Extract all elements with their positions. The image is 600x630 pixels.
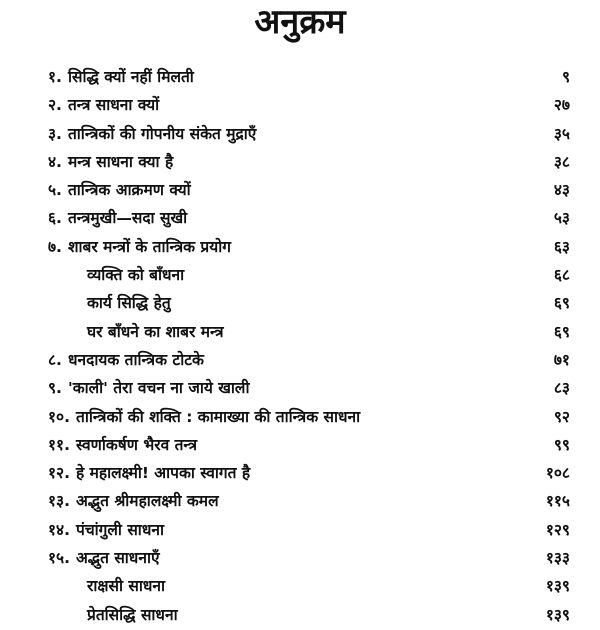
toc-entry-label: प्रेतसिद्धि साधना — [87, 605, 178, 624]
toc-entry-text — [48, 319, 224, 346]
toc-entry — [48, 460, 570, 488]
toc-page-number: १०८ — [545, 464, 570, 483]
toc-page-number: ६९ — [553, 322, 570, 341]
toc-entry-text — [48, 545, 160, 572]
toc-entry-number: १४. — [48, 520, 71, 539]
toc-entry-text — [48, 177, 191, 204]
toc-entry-label: तन्त्र साधना क्यों — [67, 96, 160, 115]
toc-entry — [48, 92, 570, 120]
toc-page-number: १३९ — [545, 577, 570, 596]
toc-entry-number: ६. — [48, 209, 62, 228]
toc-entry-text — [48, 92, 159, 119]
toc-page-number: ७१ — [553, 350, 570, 369]
toc-entry-label: 'काली' तेरा वचन ना जाये खाली — [67, 379, 250, 398]
toc-subentry — [48, 573, 570, 601]
toc-entry-label: मन्त्र साधना क्या है — [67, 152, 174, 171]
toc-entry-text — [48, 121, 256, 148]
toc-entry-text — [48, 517, 164, 544]
toc-entry-text — [48, 488, 219, 515]
toc-entry-text — [48, 404, 360, 431]
toc-entry-number: ५. — [48, 181, 62, 200]
toc-entry-text — [48, 602, 178, 629]
toc-entry — [48, 432, 570, 460]
toc-entry — [48, 234, 570, 262]
toc-page-number: ८३ — [553, 379, 570, 398]
toc-page-number: ९९ — [553, 435, 570, 454]
toc-entry-text — [48, 432, 197, 459]
toc-entry-text — [48, 460, 250, 487]
toc-entry — [48, 488, 570, 516]
toc-entry-text — [48, 573, 165, 600]
toc-page-number: २७ — [553, 96, 570, 115]
toc-entry-number: १०. — [48, 407, 71, 426]
toc-entry — [48, 177, 570, 205]
toc-entry — [48, 375, 570, 403]
toc-entry-text — [48, 262, 184, 289]
toc-entry-number: ३. — [48, 124, 62, 143]
toc-entry — [48, 404, 570, 432]
toc-page-number: ११५ — [545, 492, 570, 511]
toc-entry-label: शाबर मन्त्रों के तान्त्रिक प्रयोग — [67, 237, 231, 256]
toc-entry-number: १३. — [48, 492, 71, 511]
toc-entry-text — [48, 64, 194, 91]
toc-entry-number: ८. — [48, 350, 62, 369]
toc-entry-label: अद्भुत साधनाएँ — [76, 549, 160, 568]
toc-entry-text — [48, 234, 231, 261]
toc-page-number: ४३ — [553, 181, 570, 200]
toc-entry-label: तन्त्रमुखी—सदा सुखी — [67, 209, 188, 228]
toc-subentry — [48, 262, 570, 290]
toc-page-number: ६८ — [553, 266, 570, 285]
toc-entry — [48, 205, 570, 233]
toc-entry-number: ११. — [48, 435, 71, 454]
toc-entry-label: स्वर्णाकर्षण भैरव तन्त्र — [76, 435, 198, 454]
toc-entry — [48, 347, 570, 375]
toc-entry-label: पंचांगुली साधना — [76, 520, 164, 539]
toc-entry — [48, 121, 570, 149]
toc-entry-label: तान्त्रिकों की शक्ति : कामाख्या की तान्त्रिक साधना — [76, 407, 361, 426]
toc-entry-number: १. — [48, 68, 62, 86]
toc-entry-number: १५. — [48, 549, 71, 568]
toc-page-number: ३८ — [553, 152, 570, 171]
toc-entry — [48, 545, 570, 573]
toc-page-number: ६९ — [553, 294, 570, 313]
toc-entry-text — [48, 149, 173, 176]
toc-entry-label: सिद्धि क्यों नहीं मिलती — [67, 68, 194, 86]
toc-entry-number: १२. — [48, 464, 71, 483]
toc-entry-number: २. — [48, 96, 62, 115]
toc-entry — [48, 64, 570, 92]
toc-subentry — [48, 602, 570, 630]
toc-entry-label: घर बाँधने का शाबर मन्त्र — [87, 322, 224, 341]
toc-entry-number: ४. — [48, 152, 62, 171]
toc-entry-text — [48, 290, 171, 317]
toc-subentry — [48, 319, 570, 347]
toc-page-number: १३९ — [545, 605, 570, 624]
toc-entry-number: ९. — [48, 379, 62, 398]
toc-entry-label: राक्षसी साधना — [87, 577, 165, 596]
toc-entry-text — [48, 205, 187, 232]
toc-page-number: १२९ — [545, 520, 570, 539]
toc-entry-label: अद्भुत श्रीमहालक्ष्मी कमल — [76, 492, 219, 511]
toc-page-number: ३५ — [553, 124, 570, 143]
toc-entry-text — [48, 375, 249, 402]
page-title: अनुक्रम — [254, 2, 346, 42]
toc-subentry — [48, 290, 570, 318]
toc-page-number: ९ — [561, 68, 570, 86]
toc-entry-label: कार्य सिद्धि हेतु — [87, 294, 171, 313]
toc-entry — [48, 517, 570, 545]
table-of-contents — [48, 64, 570, 630]
toc-entry-label: तान्त्रिक आक्रमण क्यों — [67, 181, 191, 200]
toc-page-number: १३३ — [545, 549, 570, 568]
toc-entry — [48, 149, 570, 177]
toc-entry-label: धनदायक तान्त्रिक टोटके — [67, 350, 204, 369]
toc-entry-label: तान्त्रिकों की गोपनीय संकेत मुद्राएँ — [67, 124, 257, 143]
toc-entry-text — [48, 347, 204, 374]
toc-page-number: ५३ — [553, 209, 570, 228]
toc-entry-label: हे महालक्ष्मी! आपका स्वागत है — [76, 464, 251, 483]
toc-entry-number: ७. — [48, 237, 62, 256]
toc-page-number: ६३ — [553, 237, 570, 256]
toc-entry-label: व्यक्ति को बाँधना — [87, 266, 185, 285]
toc-page-number: ९२ — [553, 407, 570, 426]
